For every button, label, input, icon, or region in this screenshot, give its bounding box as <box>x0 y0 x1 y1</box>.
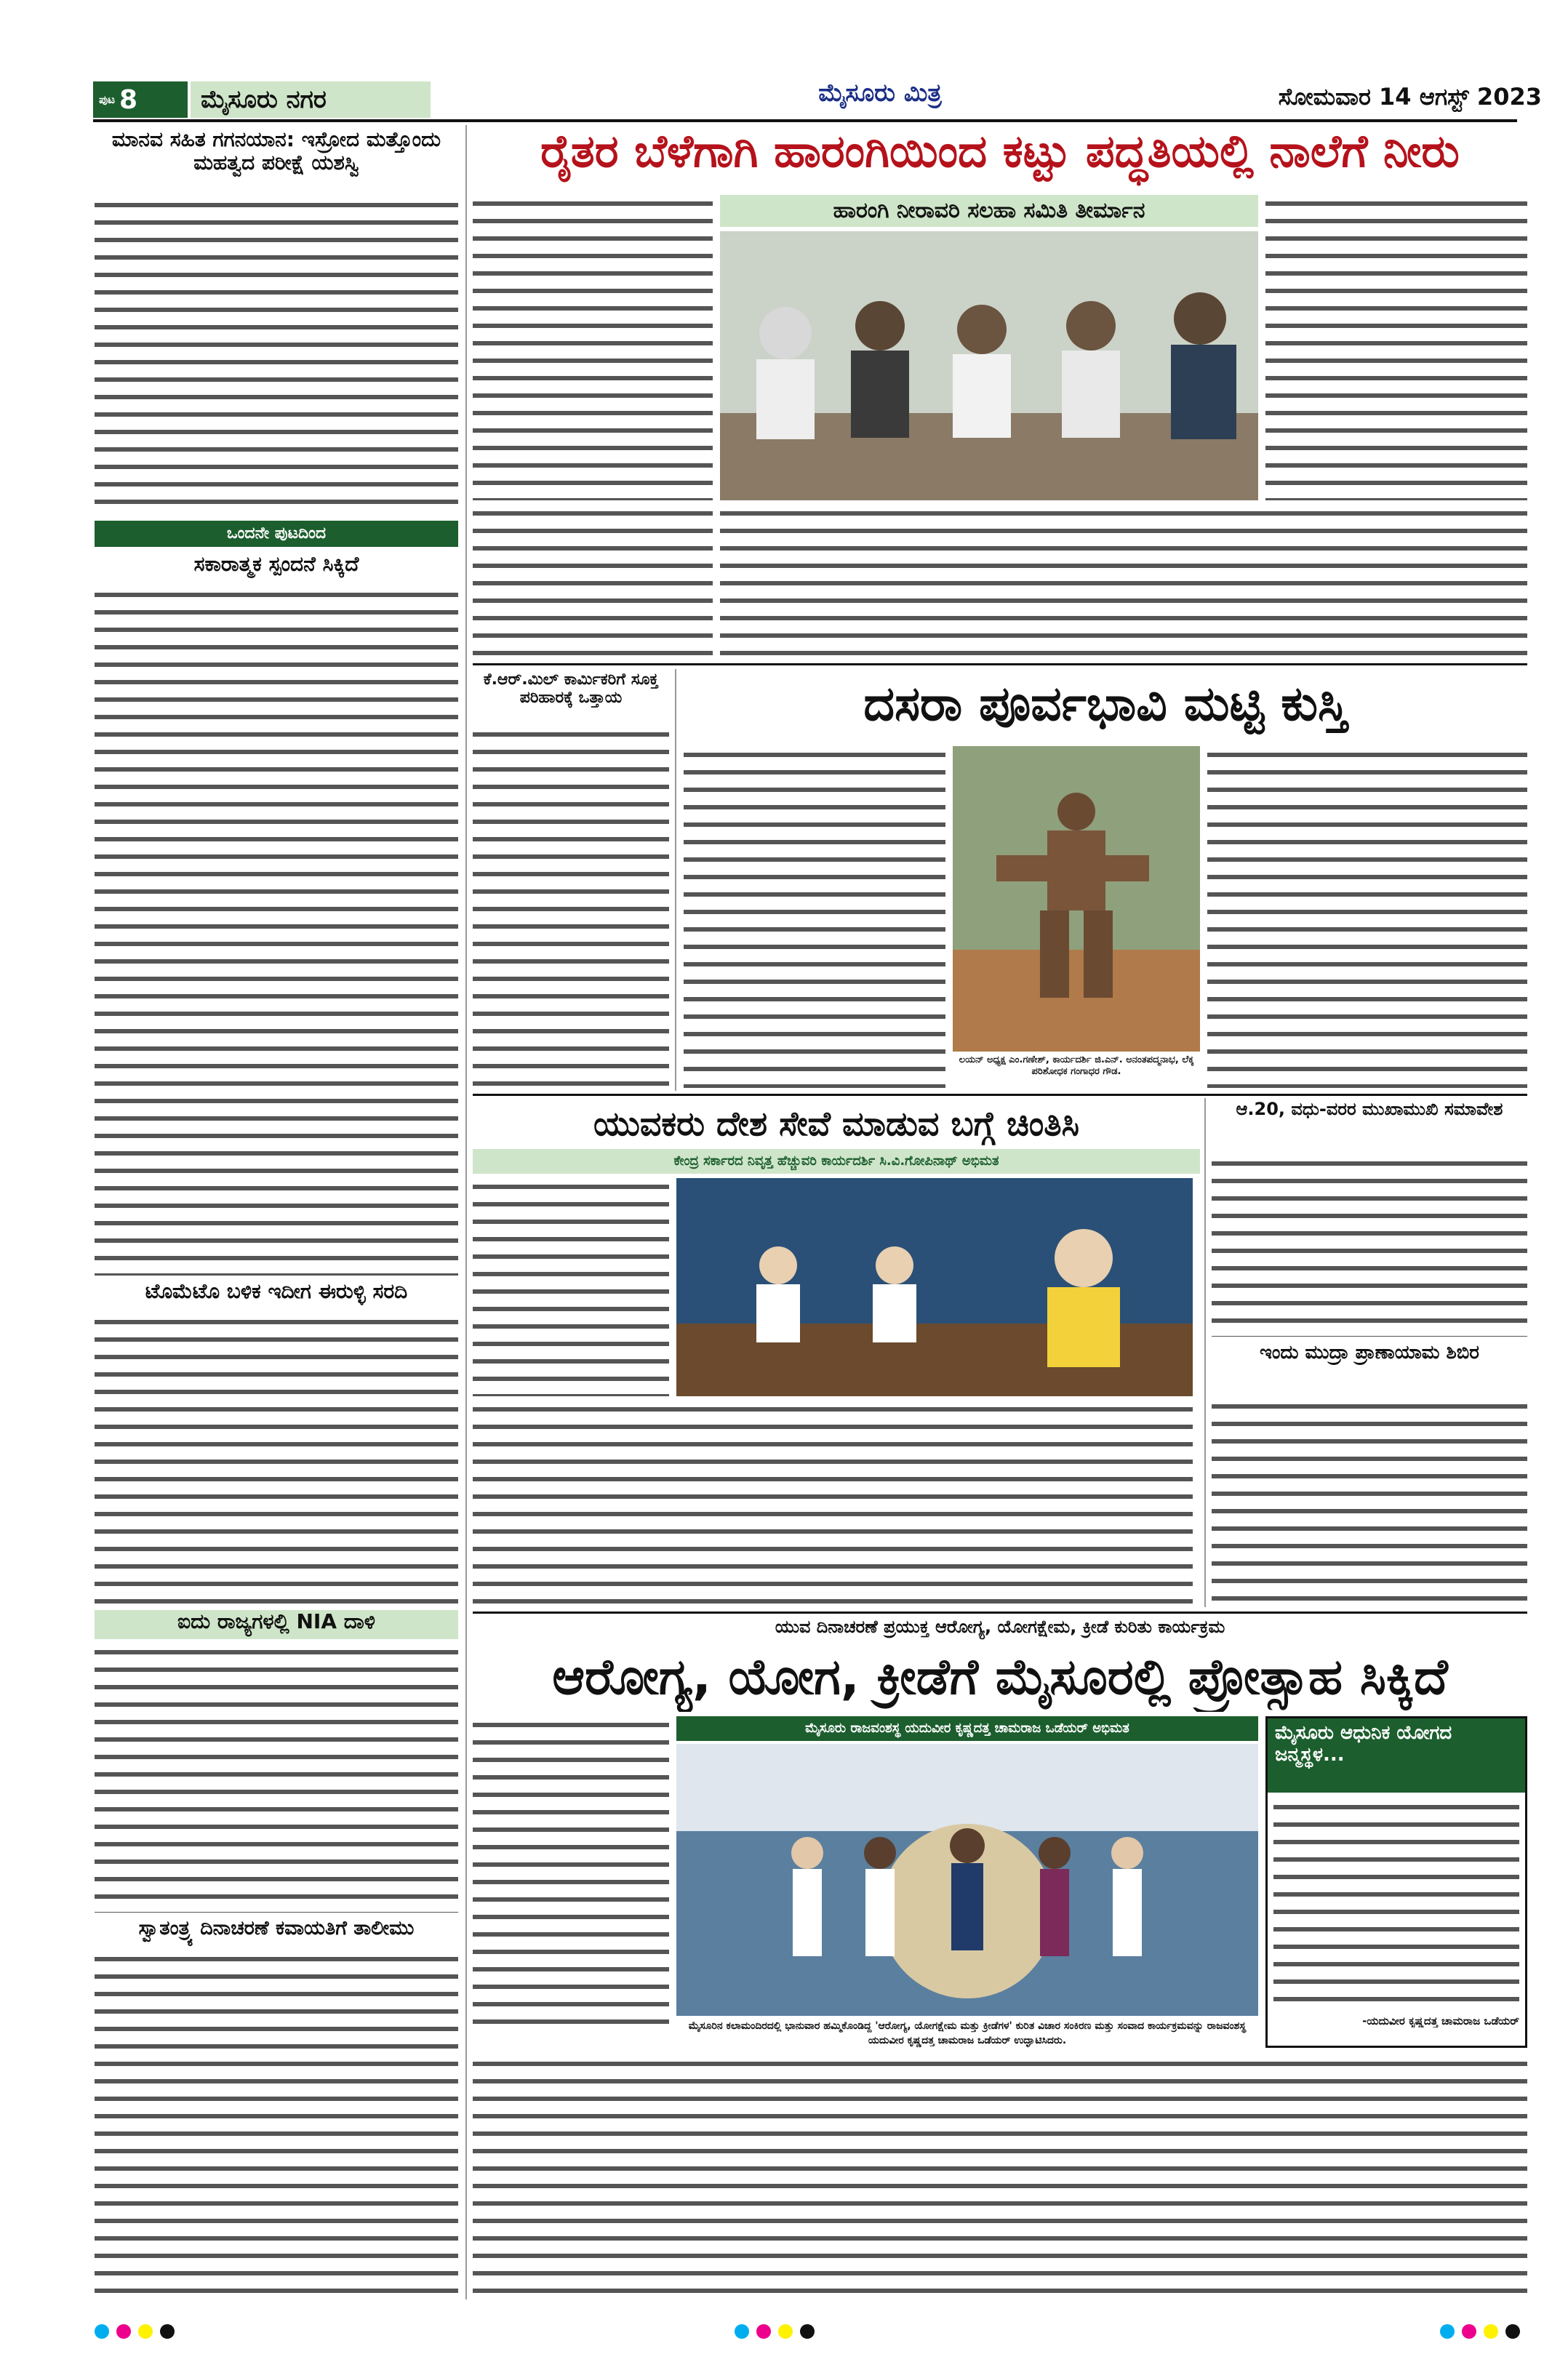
gaganyaan-headline: ಮಾನವ ಸಹಿತ ಗಗನಯಾನ: ಇಸ್ರೋದ ಮತ್ತೊಂದು ಮಹತ್ವದ ಪರೀಕ್ಷೆ ಯಶಸ್ವಿ <box>111 128 441 175</box>
krs-workers-headline: ಕೆ.ಆರ್.ಮಿಲ್ ಕಾರ್ಮಿಕರಿಗೆ ಸೂಕ್ತ ಪರಿಹಾರಕ್ಕೆ ಒತ್ತಾಯ <box>483 670 659 708</box>
column-divider <box>465 125 467 2299</box>
pranayama-headline: ಇಂದು ಮುದ್ರಾ ಪ್ರಾಣಾಯಾಮ ಶಿಬಿರ <box>1259 1342 1480 1364</box>
registration-yellow <box>1484 2324 1498 2339</box>
section-title: ಮೈಸೂರು ನಗರ <box>191 81 431 118</box>
harangi-body-col1b <box>473 505 713 657</box>
column-divider <box>1204 1098 1206 1607</box>
youth-service-body-col1 <box>473 1178 669 1396</box>
registration-cyan <box>735 2324 749 2339</box>
youth-service-headline: ಯುವಕರು ದೇಶ ಸೇವೆ ಮಾಡುವ ಬಗ್ಗೆ ಚಿಂತಿಸಿ <box>593 1104 1080 1143</box>
harangi-body-col4 <box>1265 195 1527 500</box>
nia-headline: ಐದು ರಾಜ್ಯಗಳಲ್ಲಿ NIA ದಾಳಿ <box>95 1610 458 1639</box>
yoga-event-photo-art <box>676 1744 1258 2016</box>
meeting-photo-art <box>720 231 1258 500</box>
registration-cyan <box>1440 2324 1455 2339</box>
registration-magenta <box>116 2324 131 2339</box>
dasara-headline: ದಸರಾ ಪೂರ್ವಭಾವಿ ಮಟ್ಟಿ ಕುಸ್ತಿ <box>863 676 1348 732</box>
harangi-headline: ರೈತರ ಬೆಳೆಗಾಗಿ ಹಾರಂಗಿಯಿಂದ ಕಟ್ಟು ಪದ್ಧತಿಯಲ್ಲಿ ನಾಲೆಗೆ ನೀರು <box>540 125 1460 177</box>
registration-magenta <box>1462 2324 1476 2339</box>
paper-name: ಮೈಸೂರು ಮಿತ್ರ <box>818 79 942 108</box>
wrestling-photo-art <box>953 746 1200 1052</box>
parade-body <box>95 1950 458 2303</box>
registration-cyan <box>95 2324 109 2339</box>
masthead-rule <box>93 119 1517 122</box>
krs-workers-body <box>473 726 669 1089</box>
yoga-sidebar-signoff: -ಯದುವೀರ ಕೃಷ್ಣದತ್ತ ಚಾಮರಾಜ ಒಡೆಯರ್ <box>1362 2015 1519 2027</box>
nia-body <box>95 1644 458 1913</box>
harangi-meeting-photo <box>720 231 1258 500</box>
registration-black <box>800 2324 815 2339</box>
tomato-body <box>95 1313 458 1604</box>
yoga-sidebar <box>1265 1716 1527 2048</box>
registration-magenta <box>756 2324 771 2339</box>
yoga-kicker: ಯುವ ದಿನಾಚರಣೆ ಪ್ರಯುಕ್ತ ಆರೋಗ್ಯ, ಯೋಗಕ್ಷೇಮ, ಕ್ರೀಡೆ ಕುರಿತು ಕಾರ್ಯಕ್ರಮ <box>775 1617 1225 1637</box>
page-number-badge <box>93 81 188 118</box>
column-divider <box>675 669 676 1091</box>
positive-body <box>95 586 458 1276</box>
dasara-body-col2 <box>1207 746 1527 1088</box>
dasara-body-col1 <box>684 746 945 1088</box>
yoga-body-col1 <box>473 1716 669 2036</box>
parade-headline: ಸ್ವಾತಂತ್ರ್ಯ ದಿನಾಚರಣೆ ಕವಾಯತಿಗೆ ತಾಲೀಮು <box>138 1917 415 1939</box>
yoga-event-photo <box>676 1744 1258 2016</box>
registration-yellow <box>778 2324 793 2339</box>
wedding-headline: ಆ.20, ವಧು-ವರರ ಮುಖಾಮುಖಿ ಸಮಾವೇಶ <box>1236 1100 1503 1119</box>
harangi-body-lower <box>720 505 1527 657</box>
section-rule <box>473 663 1527 665</box>
section-rule <box>473 1612 1527 1614</box>
yoga-headline: ಆರೋಗ್ಯ, ಯೋಗ, ಕ್ರೀಡೆಗೆ ಮೈಸೂರಲ್ಲಿ ಪ್ರೋತ್ಸಾಹ ಸಿಕ್ಕಿದೆ <box>552 1649 1448 1706</box>
registration-black <box>160 2324 175 2339</box>
positive-headline: ಸಕಾರಾತ್ಮಕ ಸ್ಪಂದನೆ ಸಿಕ್ಕಿದೆ <box>193 553 359 576</box>
youth-service-photo-art <box>676 1178 1193 1396</box>
pranayama-body <box>1212 1398 1527 1606</box>
registration-black <box>1505 2324 1520 2339</box>
tomato-headline: ಟೊಮೆಟೊ ಬಳಿಕ ಇದೀಗ ಈರುಳ್ಳಿ ಸರದಿ <box>145 1280 408 1303</box>
yoga-subheadline: ಮೈಸೂರು ರಾಜವಂಶಸ್ಥ ಯದುವೀರ ಕೃಷ್ಣದತ್ತ ಚಾಮರಾಜ ಒಡೆಯರ್ ಅಭಿಮತ <box>676 1716 1258 1741</box>
harangi-subheadline: ಹಾರಂಗಿ ನೀರಾವರಿ ಸಲಹಾ ಸಮಿತಿ ತೀರ್ಮಾನ <box>720 195 1258 227</box>
youth-service-body-lower <box>473 1401 1193 1606</box>
yoga-body-lower <box>473 2055 1527 2299</box>
yoga-caption: ಮೈಸೂರಿನ ಕಲಾಮಂದಿರದಲ್ಲಿ ಭಾನುವಾರ ಹಮ್ಮಿಕೊಂಡಿದ್ದ 'ಆರೋಗ್ಯ, ಯೋಗಕ್ಷೇಮ ಮತ್ತು ಕ್ರೀಡೆಗಳ' ಕುರಿತ ವಿಚಾರ ಸಂಕಿರಣ ಮತ್ತು ಸಂವಾದ ಕಾರ್ಯಕ್ರಮವನ್ನು ರಾಜವಂಶಸ್ಥ ಯದುವೀರ ಕೃಷ್ಣದತ್ತ ಚಾಮರಾಜ ಒಡೆಯರ್ ಉದ್ಘಾಟಿಸಿದರು. <box>688 2020 1247 2046</box>
dasara-caption: ಲಯನ್ ಅಧ್ಯಕ್ಷ ಎಂ.ಗಣೇಶ್, ಕಾರ್ಯದರ್ಶಿ ಜಿ.ಎನ್. ಅನಂತಪದ್ಮನಾಭ, ಲೆಕ್ಕ ಪರಿಶೋಧಕ ಗಂಗಾಧರ ಗೌಡ. <box>959 1054 1194 1077</box>
youth-service-photo <box>676 1178 1193 1396</box>
dateline: ಸೋಮವಾರ 14 ಆಗಸ್ಟ್ 2023 <box>1278 83 1542 111</box>
wrestling-photo <box>953 746 1200 1052</box>
section-rule <box>473 1094 1527 1096</box>
yoga-sidebar-body <box>1273 1798 1519 2009</box>
youth-service-subheadline: ಕೇಂದ್ರ ಸರ್ಕಾರದ ನಿವೃತ್ತ ಹೆಚ್ಚುವರಿ ಕಾರ್ಯದರ್ಶಿ ಸಿ.ವಿ.ಗೋಪಿನಾಥ್ ಅಭಿಮತ <box>473 1149 1200 1174</box>
wedding-body <box>1212 1155 1527 1337</box>
yoga-sidebar-title: ಮೈಸೂರು ಆಧುನಿಕ ಯೋಗದ ಜನ್ಮಸ್ಥಳ... <box>1268 1718 1525 1793</box>
page-label: ಪುಟ <box>99 93 116 106</box>
continued-label: ಒಂದನೇ ಪುಟದಿಂದ <box>95 521 458 547</box>
harangi-body-col1 <box>473 195 713 500</box>
page-number: 8 <box>119 84 138 115</box>
registration-yellow <box>138 2324 153 2339</box>
gaganyaan-body <box>95 196 458 516</box>
